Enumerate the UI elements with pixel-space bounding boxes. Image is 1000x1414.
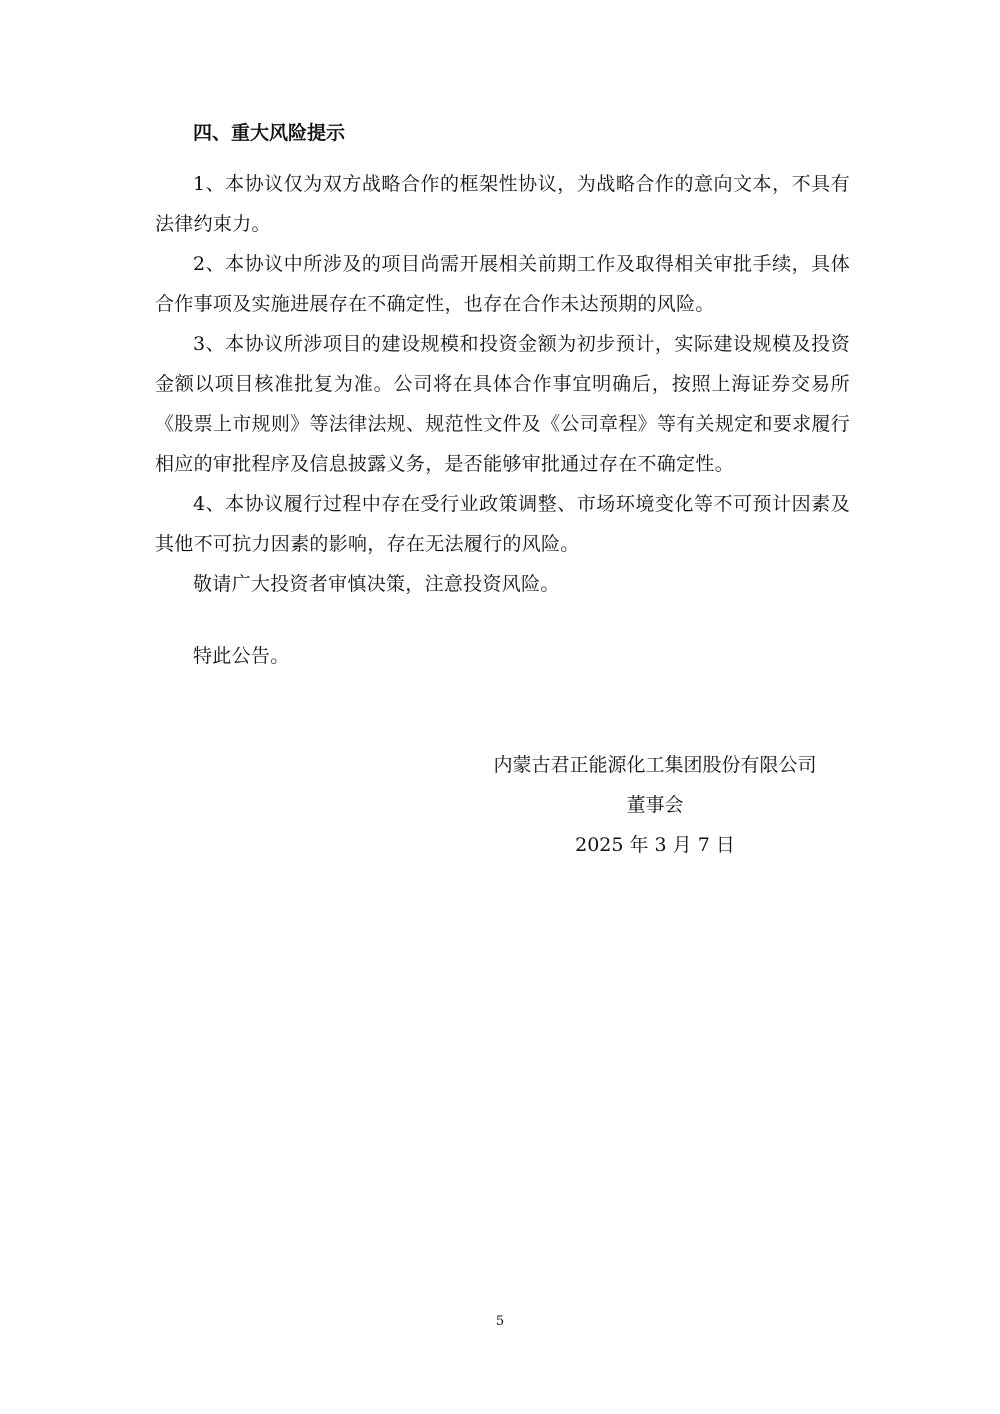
signature-block (470, 745, 840, 865)
page-number: 5 (495, 1314, 505, 1329)
investor-caution: 敬请广大投资者审慎决策，注意投资风险。 (193, 573, 560, 595)
risk-item-4: 4、本协议履行过程中存在受行业政策调整、市场环境变化等不可预计因素及其他不可抗力因素的影响，存在无法履行的风险。 (155, 493, 850, 555)
risk-item-2: 2、本协议中所涉及的项目尚需开展相关前期工作及取得相关审批手续，具体合作事项及实施进展存在不确定性，也存在合作未达预期的风险。 (155, 253, 850, 315)
announcement-date: 2025 年 3 月 7 日 (575, 834, 735, 856)
board-of-directors: 董事会 (626, 794, 684, 816)
risk-item-1: 1、本协议仅为双方战略合作的框架性协议，为战略合作的意向文本，不具有法律约束力。 (155, 173, 850, 235)
risk-item-3: 3、本协议所涉项目的建设规模和投资金额为初步预计，实际建设规模及投资金额以项目核准批复为准。公司将在具体合作事宜明确后，按照上海证券交易所《股票上市规则》等法律法规、规范性文件及《公司章程》等有关规定和要求履行相应的审批程序及信息披露义务，是否能够审批通过存在不确定性。 (155, 333, 850, 475)
closing-statement: 特此公告。 (193, 645, 290, 667)
company-name: 内蒙古君正能源化工集团股份有限公司 (493, 754, 817, 776)
section-heading: 四、重大风险提示 (193, 122, 346, 144)
document-body (155, 118, 850, 676)
